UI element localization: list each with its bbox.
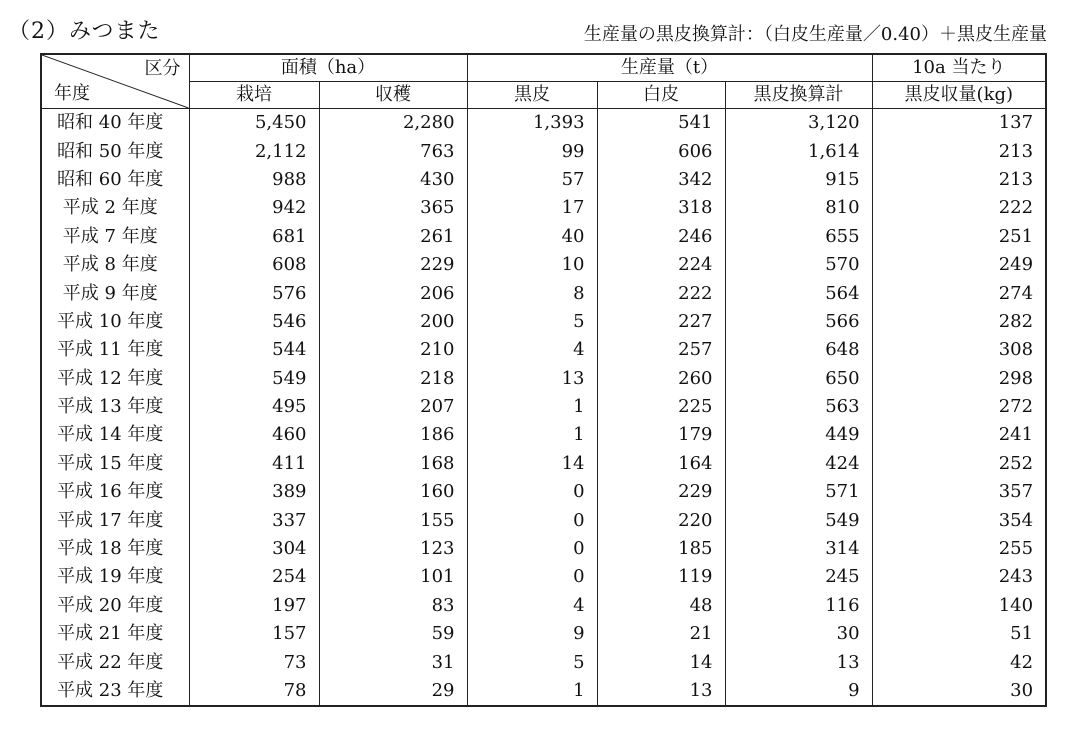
cultivation-area-cell: 337	[189, 506, 319, 534]
white-bark-cell: 224	[597, 251, 725, 279]
cultivation-area-cell: 304	[189, 535, 319, 563]
black-total-cell: 563	[725, 393, 872, 421]
black-bark-cell: 1,393	[467, 109, 597, 138]
yield-cell: 308	[872, 336, 1046, 364]
black-bark-cell: 1	[467, 421, 597, 449]
cultivation-area-cell: 546	[189, 308, 319, 336]
yield-cell: 249	[872, 251, 1046, 279]
table-row	[41, 166, 1046, 194]
yield-cell: 274	[872, 279, 1046, 307]
table-row	[41, 308, 1046, 336]
harvest-area-cell: 229	[319, 251, 467, 279]
black-total-cell: 564	[725, 279, 872, 307]
year-cell: 平成 14 年度	[41, 421, 189, 449]
cultivation-area-cell: 608	[189, 251, 319, 279]
harvest-area-cell: 218	[319, 365, 467, 393]
table-row	[41, 535, 1046, 563]
harvest-header: 収穫	[319, 82, 467, 109]
mitsumata-statistics-table	[40, 53, 1047, 707]
black-total-header: 黒皮換算計	[725, 82, 872, 109]
black-bark-cell: 0	[467, 535, 597, 563]
white-bark-cell: 606	[597, 137, 725, 165]
cultivation-area-cell: 460	[189, 421, 319, 449]
yield-cell: 252	[872, 450, 1046, 478]
yield-cell: 272	[872, 393, 1046, 421]
table-row	[41, 563, 1046, 591]
yield-cell: 354	[872, 506, 1046, 534]
table-row	[41, 137, 1046, 165]
year-cell: 平成 8 年度	[41, 251, 189, 279]
cultivation-area-cell: 5,450	[189, 109, 319, 138]
black-total-cell: 9	[725, 677, 872, 706]
white-bark-cell: 14	[597, 648, 725, 676]
yield-header-line1: 10a 当たり	[872, 54, 1046, 82]
harvest-area-cell: 160	[319, 478, 467, 506]
table-body	[41, 109, 1046, 707]
yield-cell: 251	[872, 223, 1046, 251]
black-total-cell: 424	[725, 450, 872, 478]
section-title: （2）みつまた	[8, 19, 161, 44]
year-cell: 平成 23 年度	[41, 677, 189, 706]
black-total-cell: 13	[725, 648, 872, 676]
cultivation-area-cell: 544	[189, 336, 319, 364]
harvest-area-cell: 186	[319, 421, 467, 449]
yield-cell: 137	[872, 109, 1046, 138]
production-header: 生産量（t）	[467, 54, 872, 82]
black-bark-cell: 4	[467, 336, 597, 364]
yield-cell: 241	[872, 421, 1046, 449]
black-bark-cell: 5	[467, 308, 597, 336]
black-total-cell: 648	[725, 336, 872, 364]
table-row	[41, 109, 1046, 138]
table-row	[41, 506, 1046, 534]
table-row	[41, 648, 1046, 676]
black-total-cell: 549	[725, 506, 872, 534]
cultivation-area-cell: 495	[189, 393, 319, 421]
black-total-cell: 116	[725, 592, 872, 620]
black-bark-header: 黒皮	[467, 82, 597, 109]
cultivation-area-cell: 942	[189, 194, 319, 222]
table-row	[41, 478, 1046, 506]
black-bark-cell: 9	[467, 620, 597, 648]
white-bark-cell: 185	[597, 535, 725, 563]
table-row	[41, 421, 1046, 449]
harvest-area-cell: 155	[319, 506, 467, 534]
black-total-cell: 655	[725, 223, 872, 251]
yield-cell: 30	[872, 677, 1046, 706]
year-cell: 平成 16 年度	[41, 478, 189, 506]
black-bark-cell: 13	[467, 365, 597, 393]
black-total-cell: 810	[725, 194, 872, 222]
black-bark-cell: 14	[467, 450, 597, 478]
table-row	[41, 393, 1046, 421]
table-row	[41, 279, 1046, 307]
year-cell: 平成 11 年度	[41, 336, 189, 364]
cultivation-area-cell: 411	[189, 450, 319, 478]
white-bark-cell: 179	[597, 421, 725, 449]
black-total-cell: 566	[725, 308, 872, 336]
year-cell: 平成 17 年度	[41, 506, 189, 534]
black-bark-cell: 99	[467, 137, 597, 165]
harvest-area-cell: 430	[319, 166, 467, 194]
year-cell: 平成 9 年度	[41, 279, 189, 307]
year-cell: 平成 13 年度	[41, 393, 189, 421]
table-row	[41, 677, 1046, 706]
white-bark-cell: 21	[597, 620, 725, 648]
white-bark-cell: 318	[597, 194, 725, 222]
white-bark-cell: 13	[597, 677, 725, 706]
harvest-area-cell: 365	[319, 194, 467, 222]
black-total-cell: 570	[725, 251, 872, 279]
year-cell: 平成 7 年度	[41, 223, 189, 251]
white-bark-cell: 220	[597, 506, 725, 534]
area-header: 面積（ha）	[189, 54, 467, 82]
white-bark-cell: 164	[597, 450, 725, 478]
white-bark-cell: 227	[597, 308, 725, 336]
black-bark-cell: 10	[467, 251, 597, 279]
harvest-area-cell: 261	[319, 223, 467, 251]
white-bark-cell: 225	[597, 393, 725, 421]
year-cell: 平成 21 年度	[41, 620, 189, 648]
year-cell: 平成 19 年度	[41, 563, 189, 591]
conversion-note: 生産量の黒皮換算計：（白皮生産量／0.40）＋黒皮生産量	[583, 24, 1047, 45]
black-bark-cell: 57	[467, 166, 597, 194]
yield-header-line2: 黒皮収量(kg)	[872, 82, 1046, 109]
black-bark-cell: 1	[467, 393, 597, 421]
yield-cell: 243	[872, 563, 1046, 591]
year-cell: 平成 12 年度	[41, 365, 189, 393]
year-cell: 昭和 50 年度	[41, 137, 189, 165]
cultivation-area-cell: 681	[189, 223, 319, 251]
cultivation-area-cell: 389	[189, 478, 319, 506]
cultivation-area-cell: 2,112	[189, 137, 319, 165]
black-total-cell: 915	[725, 166, 872, 194]
yield-cell: 51	[872, 620, 1046, 648]
black-total-cell: 245	[725, 563, 872, 591]
year-cell: 昭和 40 年度	[41, 109, 189, 138]
harvest-area-cell: 31	[319, 648, 467, 676]
year-cell: 平成 20 年度	[41, 592, 189, 620]
cultivation-area-cell: 73	[189, 648, 319, 676]
white-bark-header: 白皮	[597, 82, 725, 109]
harvest-area-cell: 207	[319, 393, 467, 421]
year-cell: 平成 22 年度	[41, 648, 189, 676]
white-bark-cell: 222	[597, 279, 725, 307]
black-total-cell: 314	[725, 535, 872, 563]
harvest-area-cell: 83	[319, 592, 467, 620]
table-row	[41, 336, 1046, 364]
black-bark-cell: 8	[467, 279, 597, 307]
yield-cell: 255	[872, 535, 1046, 563]
cultivation-area-cell: 157	[189, 620, 319, 648]
black-bark-cell: 0	[467, 506, 597, 534]
yield-cell: 282	[872, 308, 1046, 336]
year-header: 年度	[54, 83, 90, 104]
black-bark-cell: 0	[467, 478, 597, 506]
cultivation-area-cell: 78	[189, 677, 319, 706]
table-row	[41, 194, 1046, 222]
black-bark-cell: 0	[467, 563, 597, 591]
harvest-area-cell: 2,280	[319, 109, 467, 138]
white-bark-cell: 342	[597, 166, 725, 194]
harvest-area-cell: 29	[319, 677, 467, 706]
black-total-cell: 30	[725, 620, 872, 648]
table-row	[41, 592, 1046, 620]
white-bark-cell: 541	[597, 109, 725, 138]
black-total-cell: 449	[725, 421, 872, 449]
black-total-cell: 650	[725, 365, 872, 393]
cultivation-area-cell: 549	[189, 365, 319, 393]
yield-cell: 357	[872, 478, 1046, 506]
white-bark-cell: 246	[597, 223, 725, 251]
harvest-area-cell: 200	[319, 308, 467, 336]
table-row	[41, 365, 1046, 393]
harvest-area-cell: 206	[319, 279, 467, 307]
table-row	[41, 450, 1046, 478]
white-bark-cell: 119	[597, 563, 725, 591]
cultivation-area-cell: 988	[189, 166, 319, 194]
yield-cell: 222	[872, 194, 1046, 222]
cultivation-area-cell: 254	[189, 563, 319, 591]
black-bark-cell: 4	[467, 592, 597, 620]
yield-cell: 42	[872, 648, 1046, 676]
white-bark-cell: 260	[597, 365, 725, 393]
cultivation-header: 栽培	[189, 82, 319, 109]
yield-cell: 140	[872, 592, 1046, 620]
year-cell: 平成 15 年度	[41, 450, 189, 478]
yield-cell: 213	[872, 166, 1046, 194]
white-bark-cell: 257	[597, 336, 725, 364]
year-cell: 平成 18 年度	[41, 535, 189, 563]
harvest-area-cell: 123	[319, 535, 467, 563]
harvest-area-cell: 101	[319, 563, 467, 591]
black-bark-cell: 17	[467, 194, 597, 222]
category-header: 区分	[144, 58, 181, 79]
black-bark-cell: 40	[467, 223, 597, 251]
harvest-area-cell: 59	[319, 620, 467, 648]
table-row	[41, 251, 1046, 279]
white-bark-cell: 48	[597, 592, 725, 620]
year-cell: 平成 2 年度	[41, 194, 189, 222]
black-total-cell: 1,614	[725, 137, 872, 165]
year-cell: 昭和 60 年度	[41, 166, 189, 194]
yield-cell: 213	[872, 137, 1046, 165]
table-row	[41, 223, 1046, 251]
harvest-area-cell: 763	[319, 137, 467, 165]
black-bark-cell: 5	[467, 648, 597, 676]
diagonal-header-cell	[41, 54, 189, 109]
harvest-area-cell: 168	[319, 450, 467, 478]
white-bark-cell: 229	[597, 478, 725, 506]
black-total-cell: 3,120	[725, 109, 872, 138]
cultivation-area-cell: 197	[189, 592, 319, 620]
black-total-cell: 571	[725, 478, 872, 506]
yield-cell: 298	[872, 365, 1046, 393]
harvest-area-cell: 210	[319, 336, 467, 364]
year-cell: 平成 10 年度	[41, 308, 189, 336]
table-row	[41, 620, 1046, 648]
cultivation-area-cell: 576	[189, 279, 319, 307]
black-bark-cell: 1	[467, 677, 597, 706]
